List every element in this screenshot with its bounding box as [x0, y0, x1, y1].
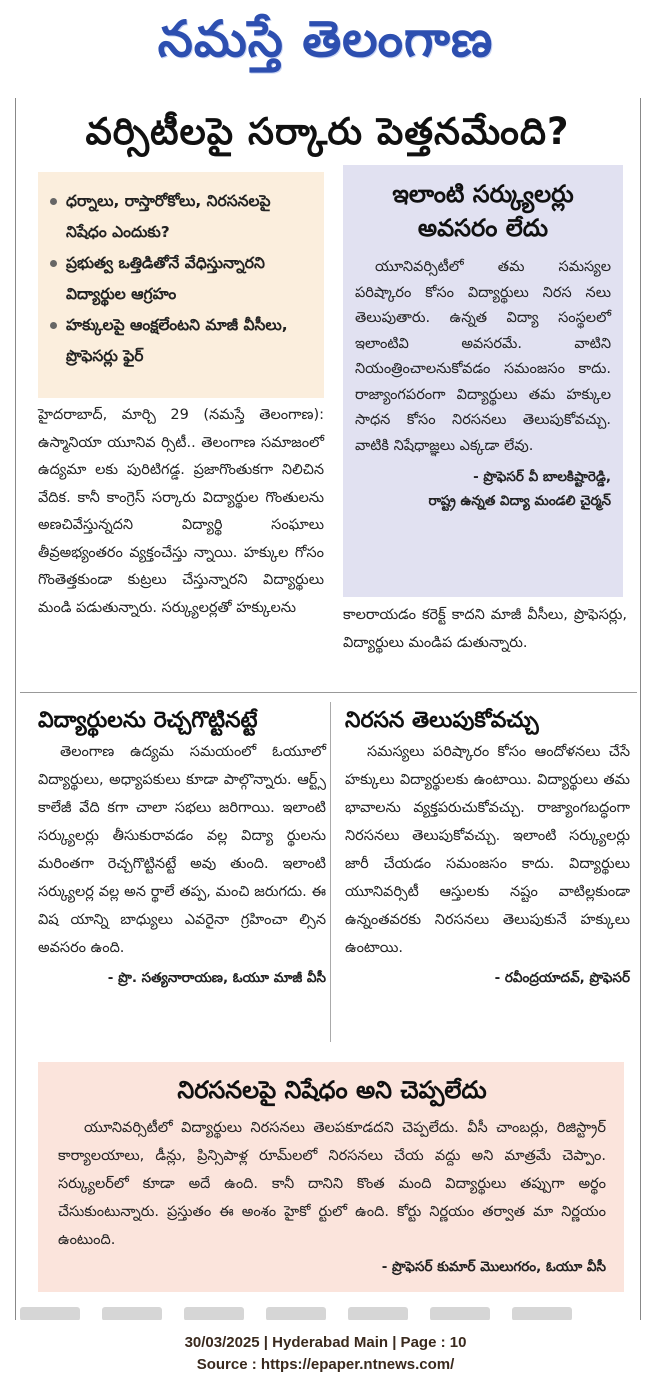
highlight-item: ప్రభుత్వ ఒత్తిడితోనే వేధిస్తున్నారని విద్యార్థుల ఆగ్రహం — [48, 248, 316, 310]
section-divider — [20, 692, 637, 693]
vc-statement-body: యూనివర్సిటీలో విద్యార్థులు నిరసనలు తెలపకూడదని చెప్పలేదు. వీసీ చాంబర్లు, రిజిస్ట్రార్ కార్యాలయాలు, డీన్లు, ప్రిన్సిపాళ్ల రూమ్‌లలో నిరసనలు చేయ వద్దు అని మాత్రమే చెప్పాం. సర్క్యులర్‌లో కూడా అదే ఉంది. కానీ దానిని కొంత మంది విద్యార్థులు తప్పుగా అర్థం చేసుకుంటున్నారు. ప్రస్తుతం ఈ అంశం హైకో ర్టులో ఉంది. కోర్టు నిర్ణయం తర్వాత మా నిర్ణయం ఉంటుంది. — [58, 1120, 606, 1248]
opinion-right-heading: నిరసన తెలుపుకోవచ్చు — [345, 708, 539, 733]
cropped-next-headline — [20, 1306, 637, 1320]
opinion-right — [345, 704, 630, 990]
highlight-item: ధర్నాలు, రాస్తారోకోలు, నిరసనలపై నిషేధం ఎందుకు? — [48, 186, 316, 248]
highlight-item: హక్కులపై ఆంక్షలేంటని మాజీ వీసీలు, ప్రొఫెసర్లు ఫైర్ — [48, 310, 316, 372]
opinion-right-signature: - రవీంద్రయాదవ్, ప్రొఫెసర్ — [494, 970, 630, 986]
signature-title: రాష్ట్ర ఉన్నత విద్యా మండలి చైర్మన్ — [428, 493, 611, 509]
opinion-left — [38, 704, 326, 990]
footer-edition-info: 30/03/2025 | Hyderabad Main | Page : 10 — [184, 1334, 467, 1351]
article-headline: వర్సిటీలపై సర్కారు పెత్తనమేంది? — [85, 110, 570, 153]
article-body-intro: హైదరాబాద్, మార్చి 29 (నమస్తే తెలంగాణ): ఉస్మానియా యూనివ ర్సిటీ.. తెలంగాణ సమాజంలో ఉద్యమా లకు పురిటిగడ్డ. ప్రజాగొంతుకగా నిలిచిన వేదిక. కానీ కాంగ్రెస్ సర్కారు విద్యార్థుల గొంతులను అణచివేస్తున్నదని విద్యార్థి సంఘాలు తీవ్రఅభ్యంతరం వ్యక్తంచేస్తు న్నాయి. హక్కుల గోసం గొంతెత్తకుండా కుట్రలు చేస్తున్నారని విద్యార్థులు మండి పడుతున్నారు. సర్క్యులర్లతో హక్కులను — [38, 407, 324, 616]
sidebar-quote-box — [343, 165, 623, 597]
sidebar-quote-title: ఇలాంటి సర్క్యులర్లు అవసరం లేదు — [392, 180, 574, 242]
highlights-box — [38, 172, 324, 398]
article-body-continuation: కాలరాయడం కరెక్ట్ కాదని మాజీ వీసీలు, ప్రొఫెసర్లు, విద్యార్థులు మండిప డుతున్నారు. — [343, 607, 627, 651]
sidebar-quote-body: యూనివర్సిటీలో తమ సమస్యల పరిష్కారం కోసం విద్యార్థులు నిరస నలు తెలుపుతారు. ఉన్నత విద్యా సంస్థలలో ఇలాంటివి అవసరమే. వాటిని నియంత్రించాలనుకోవడం సమంజసం కాదు. రాజ్యాంగపరంగా విద్యార్థులు తమ హక్కుల సాధన కోసం నిరసనలు తెలుపుకోవచ్చు. వాటికి నిషేధాజ్ఞలు ఎక్కడా లేవు. — [355, 259, 611, 454]
page-footer — [0, 1332, 651, 1376]
vc-statement-box — [38, 1062, 624, 1292]
signature-name: - ప్రొఫెసర్ వీ బాలకిష్టారెడ్డి, — [473, 469, 611, 485]
column-divider — [330, 702, 331, 1042]
opinion-left-heading: విద్యార్థులను రెచ్చగొట్టినట్టే — [38, 708, 258, 733]
opinion-right-body: సమస్యలు పరిష్కారం కోసం ఆందోళనలు చేసే హక్కులు విద్యార్థులకు ఉంటాయి. విద్యార్థులు తమ భావాలను వ్యక్తపరుచుకోవచ్చు. రాజ్యాంగబద్ధంగా నిరసనలు తెలుపుకోవచ్చు. ఇలాంటి సర్క్యులర్లు జారీ చేయడం సమంజసం కాదు. విద్యార్థులు యూనివర్సిటీ ఆస్తులకు నష్టం వాటిల్లకుండా ఉన్నంతవరకు నిరసనలు తెలుపుకునే హక్కులు ఉంటాయి. — [345, 744, 630, 956]
vc-statement-signature: - ప్రొఫెసర్ కుమార్ మొలుగరం, ఓయూ వీసీ — [381, 1259, 606, 1275]
newspaper-masthead: నమస్తే తెలంగాణ — [157, 9, 494, 68]
opinion-left-signature: - ప్రొ. సత్యనారాయణ, ఓయూ మాజీ వీసీ — [107, 970, 326, 986]
footer-source-link[interactable]: Source : https://epaper.ntnews.com/ — [196, 1356, 455, 1373]
opinion-left-body: తెలంగాణ ఉద్యమ సమయంలో ఓయూలో విద్యార్థులు, అధ్యాపకులు కూడా పాల్గొన్నారు. ఆర్ట్స్ కాలేజీ వేది కగా చాలా సభలు జరిగాయి. ఇలాంటి సర్క్యులర్లు తీసుకురావడం వల్ల విద్యా ర్థులను మరింతగా రెచ్చగొట్టినట్టే అవు తుంది. ఇలాంటి సర్క్యులర్ల వల్ల అన ర్థాలే తప్ప, మంచి జరుగదు. ఈ విష యాన్ని బాధ్యులు ఎవరైనా గ్రహించా ల్సిన అవసరం ఉంది. — [38, 744, 326, 956]
vc-statement-title: నిరసనలపై నిషేధం అని చెప్పలేదు — [177, 1076, 487, 1104]
sidebar-quote-signature — [355, 465, 611, 513]
page-frame-left — [15, 98, 16, 1320]
page-frame-right — [640, 98, 641, 1320]
